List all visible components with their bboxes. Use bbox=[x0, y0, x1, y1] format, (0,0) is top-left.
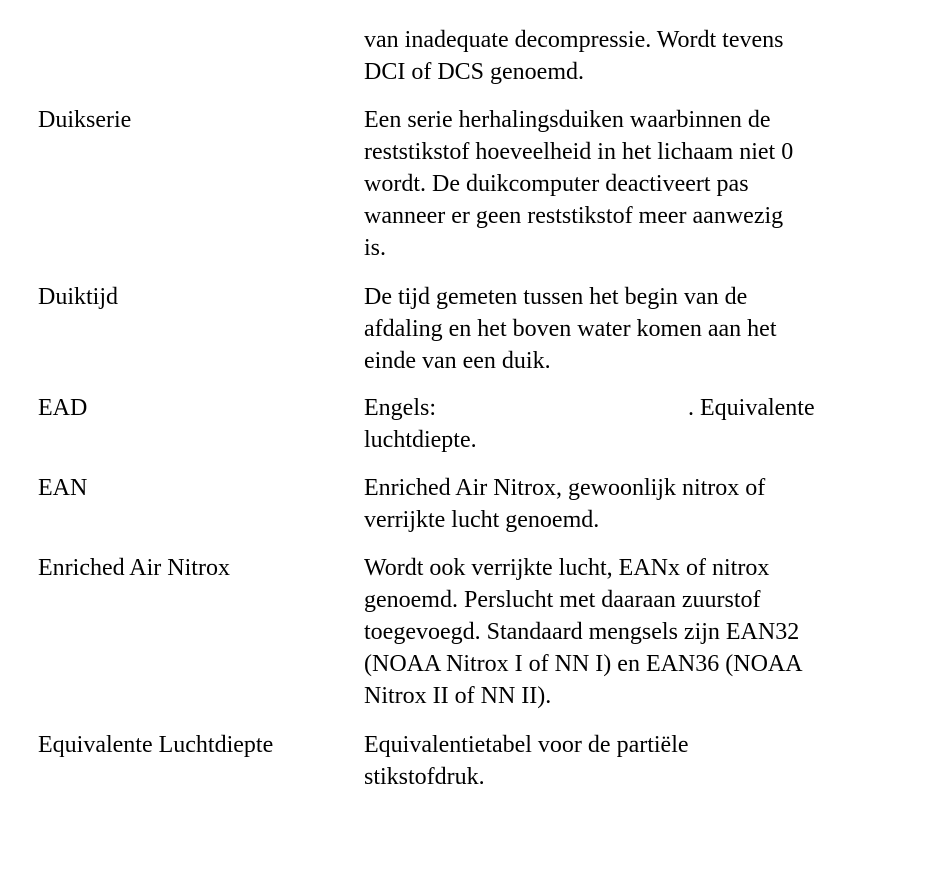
term-label: Duiktijd bbox=[38, 284, 119, 310]
definition-line: wordt. De duikcomputer deactiveert pas bbox=[364, 171, 749, 197]
term-label: EAN bbox=[38, 475, 88, 501]
definition-line: Nitrox II of NN II). bbox=[364, 683, 552, 709]
definition-line bbox=[364, 392, 924, 424]
term-label: EAD bbox=[38, 395, 88, 421]
definition-line: verrijkte lucht genoemd. bbox=[364, 507, 600, 533]
definition-line: toegevoegd. Standaard mengsels zijn EAN32 bbox=[364, 619, 800, 645]
definition-line: luchtdiepte. bbox=[364, 427, 477, 453]
definition-line: DCI of DCS genoemd. bbox=[364, 59, 584, 85]
definition-line: (NOAA Nitrox I of NN I) en EAN36 (NOAA bbox=[364, 651, 803, 677]
definition-line: Equivalentietabel voor de partiële bbox=[364, 732, 689, 758]
term-definition bbox=[364, 281, 924, 377]
term-definition bbox=[364, 729, 924, 793]
definition-line: Wordt ook verrijkte lucht, EANx of nitrox bbox=[364, 555, 770, 581]
definition-line: Een serie herhalingsduiken waarbinnen de bbox=[364, 107, 771, 133]
term-definition bbox=[364, 392, 924, 456]
definition-line: De tijd gemeten tussen het begin van de bbox=[364, 284, 748, 310]
term-definition bbox=[364, 472, 924, 536]
definition-line: reststikstof hoeveelheid in het lichaam niet 0 bbox=[364, 139, 794, 165]
definition-line: genoemd. Perslucht met daaraan zuurstof bbox=[364, 587, 761, 613]
term-label: Duikserie bbox=[38, 107, 132, 133]
definition-line: van inadequate decompressie. Wordt tevens bbox=[364, 27, 784, 53]
continued-definition bbox=[364, 24, 924, 88]
definition-line: wanneer er geen reststikstof meer aanwezig bbox=[364, 203, 784, 229]
definition-line: is. bbox=[364, 235, 387, 261]
definition-line-end: . Equivalente bbox=[688, 395, 815, 421]
term-label: Equivalente Luchtdiepte bbox=[38, 732, 274, 758]
definition-line-start: Engels: bbox=[364, 395, 436, 421]
term-definition bbox=[364, 552, 924, 712]
definition-line: einde van een duik. bbox=[364, 348, 551, 374]
term-definition bbox=[364, 104, 924, 264]
term-label: Enriched Air Nitrox bbox=[38, 555, 230, 581]
definition-line: afdaling en het boven water komen aan het bbox=[364, 316, 777, 342]
definition-line: stikstofdruk. bbox=[364, 764, 485, 790]
definition-line: Enriched Air Nitrox, gewoonlijk nitrox of bbox=[364, 475, 766, 501]
